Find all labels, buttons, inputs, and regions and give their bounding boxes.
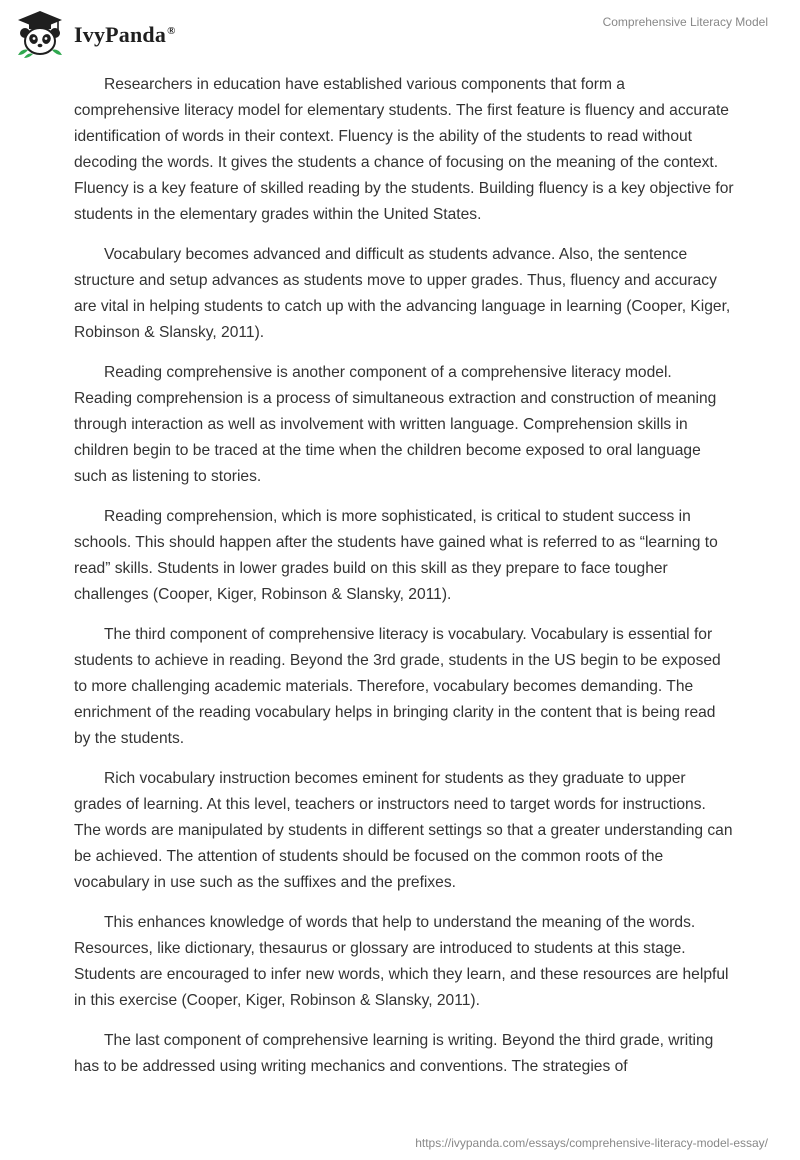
paragraph-4: Reading comprehension, which is more sophisticated, is critical to student success in schools. This should happen after the students have gained what is referred to as “learning to read” skills. Students in lower grades build on this skill as they prepare to face tougher challenges (Cooper, Kiger, Robinson & Slansky, 2011). <box>74 508 718 603</box>
paragraph-8: The last component of comprehensive learning is writing. Beyond the third grade, writing has to be addressed using writing mechanics and conventions. The strategies of <box>74 1032 714 1075</box>
registered-mark: ® <box>167 24 176 37</box>
brand-name: IvyPanda® <box>74 22 176 47</box>
paragraph-1: Researchers in education have established various components that form a comprehensive literacy model for elementary students. The first feature is fluency and accurate identification of words in their context. Fluency is the ability of the students to read without decoding the words. It gives the students a chance of focusing on the meaning of the context. Fluency is a key feature of skilled reading by the students. Building fluency is a key objective for students in the elementary grades within the United States. <box>74 76 734 223</box>
document-title: Comprehensive Literacy Model <box>602 15 768 29</box>
essay-body <box>74 72 734 1094</box>
page-header <box>0 0 800 64</box>
paragraph-5: The third component of comprehensive literacy is vocabulary. Vocabulary is essential for students to achieve in reading. Beyond the 3rd grade, students in the US begin to be exposed to more challenging academic materials. Therefore, vocabulary becomes demanding. The enrichment of the reading vocabulary helps in bringing clarity in the content that is being read by the students. <box>74 626 721 747</box>
paragraph-6: Rich vocabulary instruction becomes eminent for students as they graduate to upper grades of learning. At this level, teachers or instructors need to target words for instructions. The words are manipulated by students in different settings so that a greater understanding can be achieved. The attention of students should be focused on the common roots of the vocabulary in use such as the suffixes and the prefixes. <box>74 770 733 891</box>
paragraph-2: Vocabulary becomes advanced and difficult as students advance. Also, the sentence structure and setup advances as students move to upper grades. Thus, fluency and accuracy are vital in helping students to catch up with the advancing language in learning (Cooper, Kiger, Robinson & Slansky, 2011). <box>74 246 731 341</box>
paragraph-7: This enhances knowledge of words that help to understand the meaning of the words. Resources, like dictionary, thesaurus or glossary are introduced to students at this stage. Students are encouraged to infer new words, which they learn, and these resources are helpful in this exercise (Cooper, Kiger, Robinson & Slansky, 2011). <box>74 914 729 1009</box>
source-url-link[interactable]: https://ivypanda.com/essays/comprehensive-literacy-model-essay/ <box>415 1136 768 1150</box>
ivypanda-logo[interactable] <box>14 8 176 60</box>
paragraph-3: Reading comprehensive is another component of a comprehensive literacy model. Reading comprehension is a process of simultaneous extraction and construction of meaning through interaction as well as involvement with written language. Comprehension skills in children begin to be traced at the time when the children become exposed to oral language such as listening to stories. <box>74 364 717 485</box>
panda-graduate-icon <box>14 8 66 60</box>
